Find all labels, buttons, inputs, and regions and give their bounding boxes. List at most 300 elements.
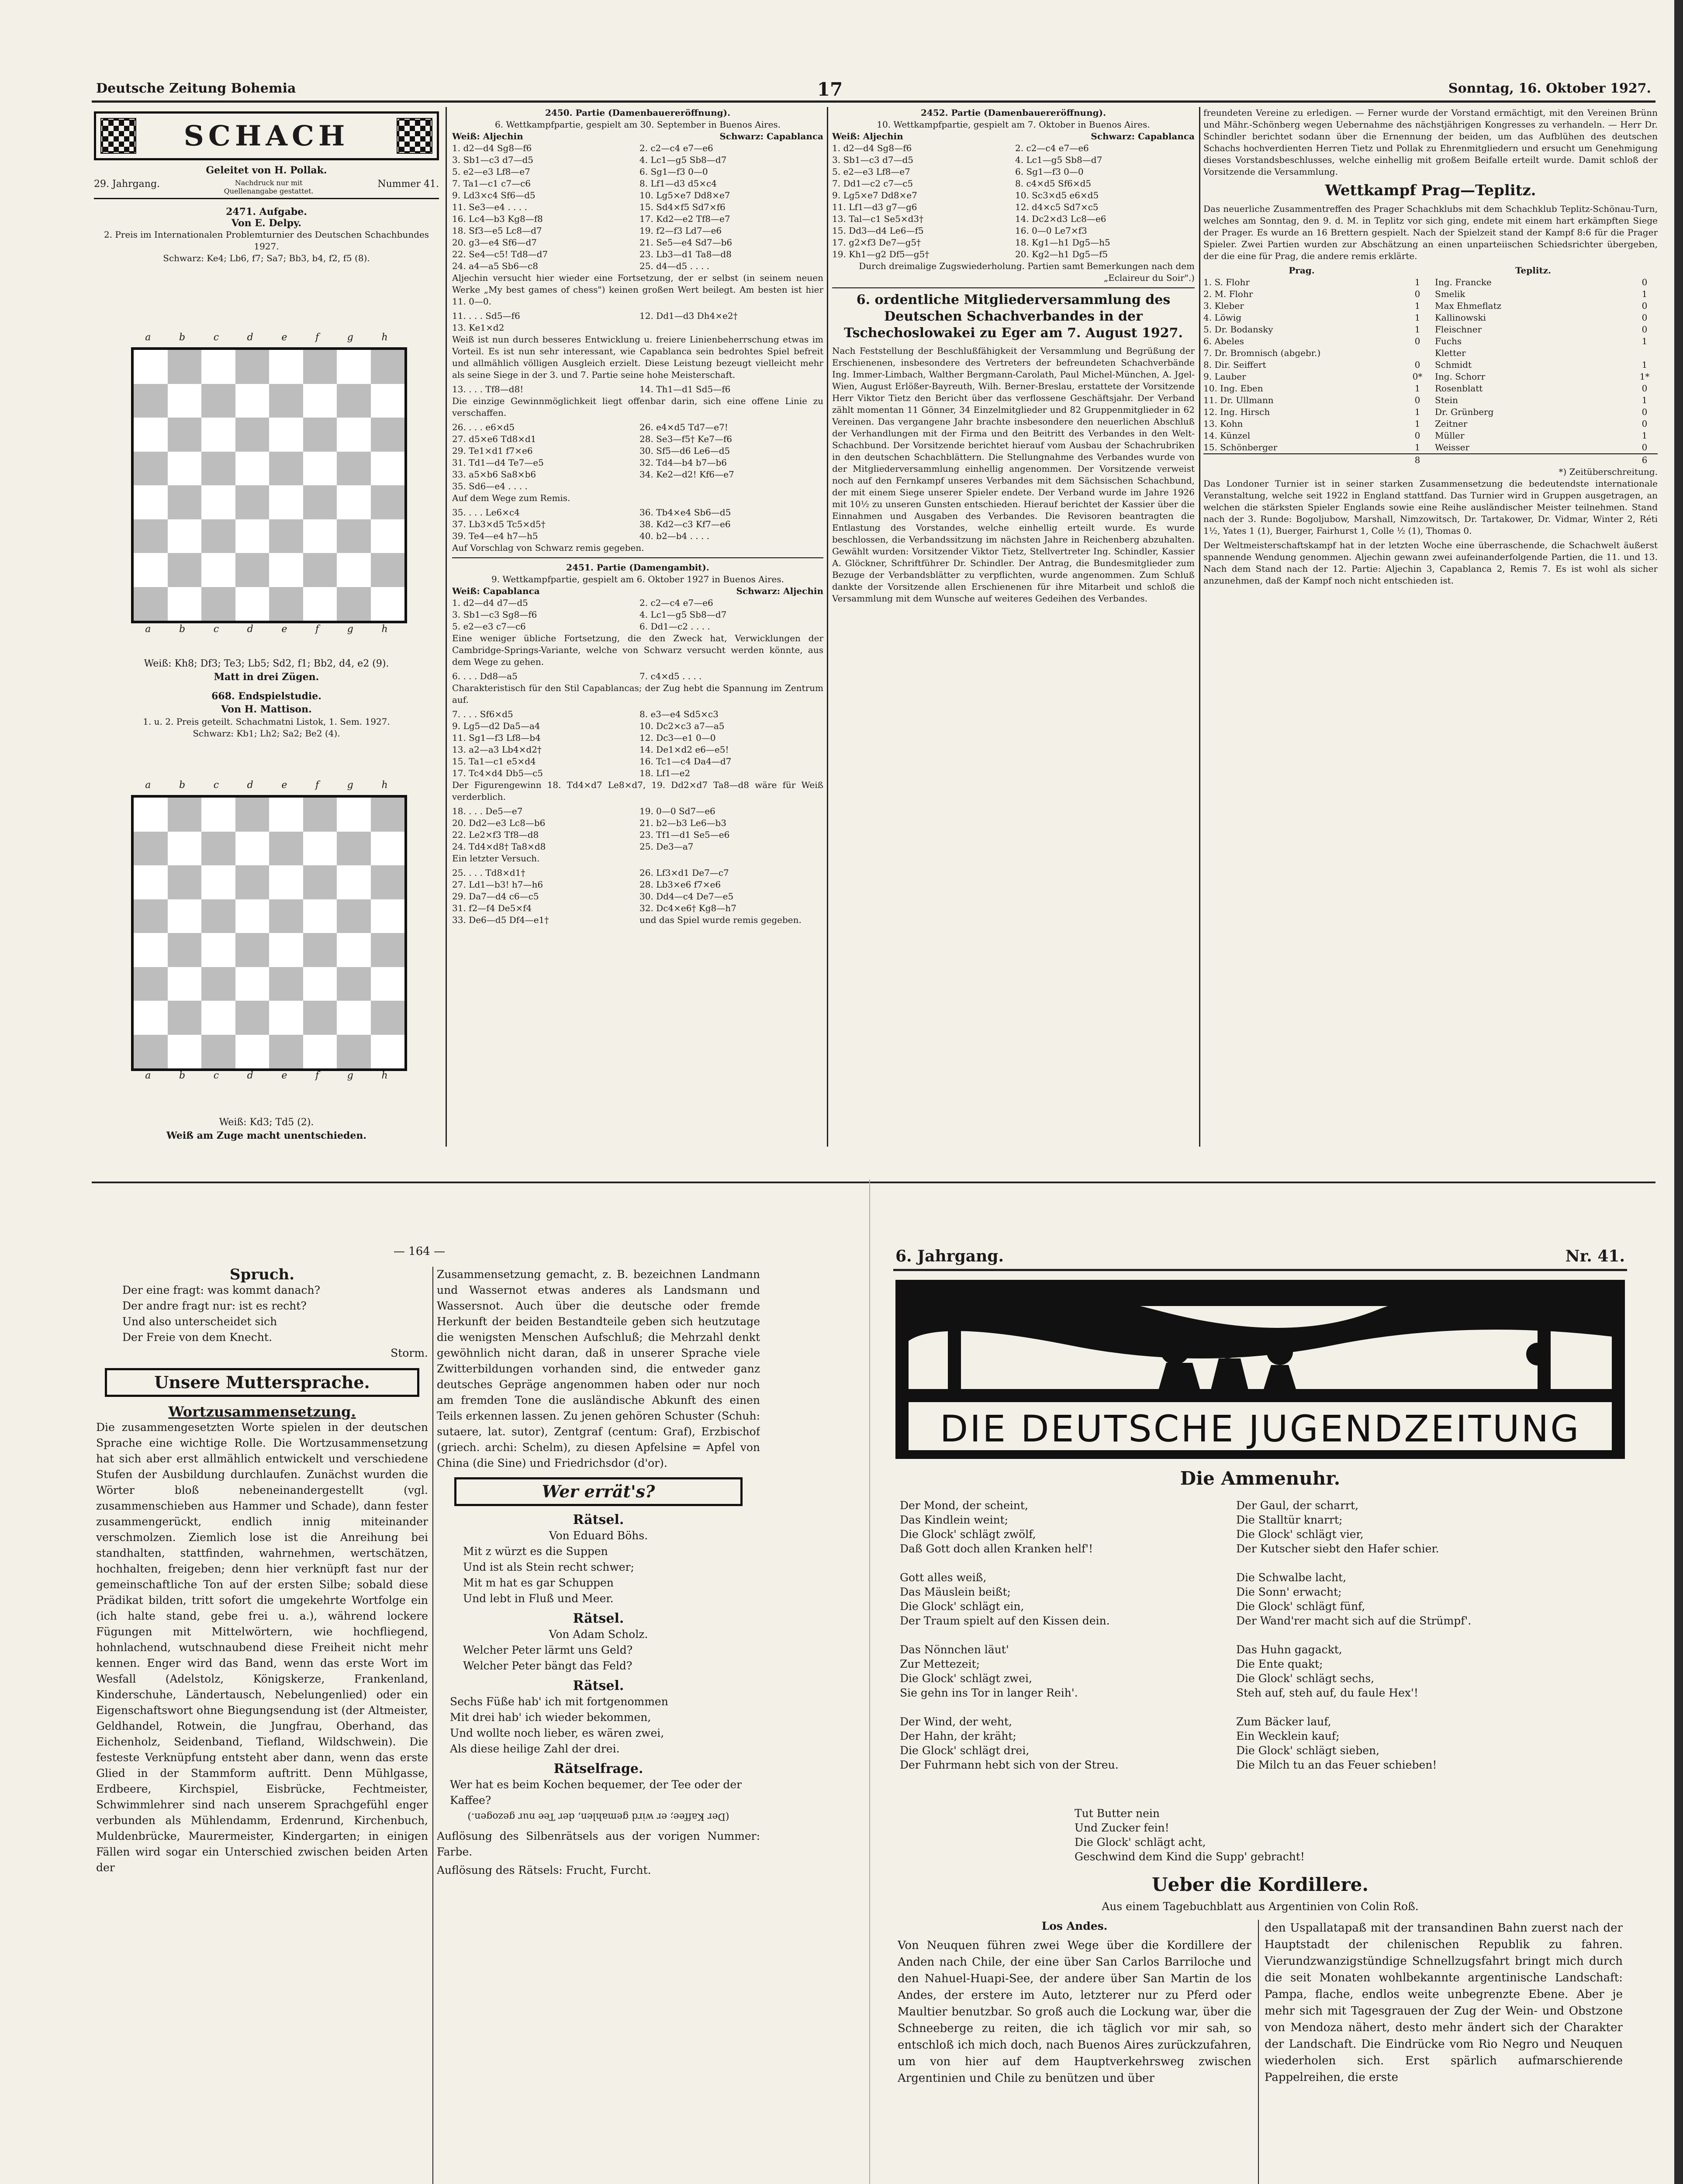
move-entry: 8. Lf1—d3 d5×c4 (639, 178, 717, 189)
schach-title: SCHACH (183, 119, 349, 152)
results-cell: 7. Dr. Bromnisch (abgebr.) (1203, 348, 1321, 358)
game2451-moves2 (452, 670, 823, 682)
move-entry: 6. Dd1—c2 . . . . (639, 621, 710, 632)
poem-line: Das Huhn gagackt, (1236, 1643, 1342, 1656)
problem2-white: Weiß: Kd3; Td5 (2). (219, 1117, 314, 1128)
poem-line: Der Hahn, der kräht; (900, 1730, 1016, 1742)
schach-nachdruck: Nachdruck nur mit Quellenangabe gestattet. (224, 179, 314, 195)
game2451-black: Schwarz: Aljechin (736, 586, 823, 596)
raetsel3-text (450, 1694, 760, 1757)
poem-line: Der Mond, der scheint, (900, 1499, 1028, 1512)
board-square (168, 350, 202, 384)
move-entry: 40. b2—b4 . . . . (639, 531, 710, 541)
poem-line (900, 1700, 1249, 1714)
results-cell: 9. Lauber (1203, 371, 1246, 382)
meeting-title: 6. ordentliche Mitgliederversammlung des Deutschen Schachverbandes in der Tschechoslowakei zu Eger am 7. August 1927. (844, 292, 1183, 341)
poem-line: Der Wind, der weht, (900, 1715, 1012, 1728)
move-entry: 33. a5×b6 Sa8×b6 (452, 469, 536, 480)
poem-line (900, 1628, 1249, 1642)
board-square (168, 553, 202, 587)
move-entry: 16. Tc1—c4 Da4—d7 (639, 756, 732, 767)
move-entry: 28. Lb3×e6 f7×e6 (639, 879, 721, 890)
game2450-note2: Weiß ist nun durch besseres Entwicklung u. freiere Linienbeherrschung etwas im Vorteil. Es ist nun sehr interessant, wie Capablanca sein bedrohtes Spiel befreit und allmählich völligen Ausgleich erzielt. Diese Leistung bezeugt vielleicht mehr als seine Siege in der 3. und 7. Partie seine hohe Meisterschaft. (452, 334, 823, 380)
spruch-title: Spruch. (229, 1267, 295, 1283)
move-entry: 11. Sg1—f3 Lf8—b4 (452, 733, 541, 743)
riddle-line: Mit m hat es gar Schuppen (463, 1576, 614, 1589)
results-cell: Kallinowski (1435, 312, 1486, 323)
board-square (168, 967, 202, 1001)
move-entry: 21. b2—b3 Le6—b3 (639, 818, 726, 828)
game2452-moves (832, 142, 1195, 260)
move-entry: 7. c4×d5 . . . . (639, 671, 702, 681)
results-cell: 0 (1642, 407, 1648, 417)
move-entry: 8. c4×d5 Sf6×d5 (1015, 178, 1092, 189)
board-square (134, 967, 168, 1001)
problem1-task: Matt in drei Zügen. (214, 671, 319, 683)
board-square (134, 933, 168, 967)
game2450-note5: Auf Vorschlag von Schwarz remis gegeben. (452, 543, 644, 553)
move-entry: 3. Sb1—c3 Sg8—f6 (452, 609, 537, 620)
results-cell: Rosenblatt (1435, 383, 1483, 394)
problem1-author: Von E. Delpy. (231, 218, 302, 229)
board-square (371, 1035, 405, 1069)
board-square (269, 1001, 303, 1035)
solution-silbenraetsel: Auflösung des Silbenrätsels aus der vorigen Nummer: Farbe. (437, 1830, 760, 1858)
kordillere-section-head: Los Andes. (1041, 1920, 1108, 1932)
board-square (303, 587, 337, 621)
move-entry: 11. Lf1—d3 g7—g6 (832, 202, 917, 212)
game2452-black: Schwarz: Capablanca (1091, 131, 1195, 142)
move-entry: 35. Sd6—e4 . . . . (452, 481, 528, 491)
results-cell: 0 (1642, 442, 1648, 453)
board-square (134, 384, 168, 418)
board-square (337, 899, 371, 933)
move-entry: 33. De6—d5 Df4—e1† (452, 915, 549, 925)
results-cell: 1. S. Flohr (1203, 277, 1250, 287)
world-championship-note: Der Weltmeisterschaftskampf hat in der letzten Woche eine überraschende, die Schachwelt äußerst spannende Wendung genommen. Aljechin gewann zwei aufeinanderfolgende Partien, die 11. und 13. Nach dem Stand nach der 12. Partie: Aljechin 3, Capablanca 2, Remis 7. Es ist wohl als sicher anzunehmen, daß der Kampf noch nicht entschieden ist. (1203, 540, 1658, 586)
schach-jahrgang: 29. Jahrgang. (94, 179, 160, 190)
board-square (303, 553, 337, 587)
poem-line: Zum Bäcker lauf, (1236, 1715, 1331, 1728)
board-square (269, 587, 303, 621)
poem-line: Der Fuhrmann hebt sich von der Streu. (900, 1759, 1119, 1771)
board-square (371, 350, 405, 384)
results-cell: 4. Löwig (1203, 312, 1242, 323)
move-entry: 14. De1×d2 e6—e5! (639, 744, 729, 755)
poem-line: Der andre fragt nur: ist es recht? (122, 1299, 307, 1312)
problem1-board (131, 347, 407, 623)
board-square (201, 865, 235, 899)
move-entry: 2. c2—c4 e7—e6 (639, 598, 713, 608)
results-cell: Dr. Grünberg (1435, 407, 1494, 417)
results-cell: 1 (1414, 407, 1420, 417)
move-entry: 25. d4—d5 . . . . (639, 261, 710, 271)
board-square (235, 798, 270, 832)
poem-line: Und also unterscheidet sich (122, 1315, 277, 1328)
move-entry: 9. Lg5×e7 Dd8×e7 (832, 190, 917, 200)
board-square (269, 384, 303, 418)
move-entry: 13. Tal—c1 Se5×d3† (832, 214, 924, 224)
results-cell: 1 (1642, 359, 1648, 370)
problem1-white: Weiß: Kh8; Df3; Te3; Lb5; Sd2, f1; Bb2, d4, e2 (9). (144, 658, 389, 669)
board-square (134, 519, 168, 553)
poem-line: Zur Mettezeit; (900, 1658, 980, 1670)
move-entry: 1. d2—d4 d7—d5 (452, 598, 528, 608)
poem-line: Der Traum spielt auf den Kissen dein. (900, 1614, 1110, 1627)
move-entry: 4. Lc1—g5 Sb8—d7 (639, 155, 727, 165)
board-square (303, 519, 337, 553)
results-cell: 0 (1642, 277, 1648, 287)
board-square (337, 933, 371, 967)
move-entry: 36. Tb4×e4 Sb6—d5 (639, 507, 731, 518)
board-square (201, 933, 235, 967)
poem-line: Gott alles weiß, (900, 1571, 987, 1584)
move-entry: 6. Sg1—f3 0—0 (639, 166, 708, 177)
board-square (303, 1035, 337, 1069)
move-entry: 31. Td1—d4 Te7—e5 (452, 457, 544, 468)
results-cell: Kletter (1435, 348, 1466, 358)
poem-line: Geschwind dem Kind die Supp' gebracht! (1075, 1850, 1305, 1863)
board-square (371, 519, 405, 553)
problem1-prize: 2. Preis im Internationalen Problemturnier des Deutschen Schachbundes 1927. (104, 229, 429, 252)
kordillere-text-left: Von Neuquen führen zwei Wege über die Kordillere der Anden nach Chile, der eine über San Carlos Barriloche und den Nahuel-Huapi-See, der andere über San Martin de los Andes, der erstere im Auto, letzterer nur zu Pferd oder Maultier benutzbar. So groß auch die Lockung war, über die Schneeberge zu reiten, die ich täglich vor mir sah, so entschloß ich mich doch, nach Buenos Aires zurückzufahren, um von hier auf dem Hauptverkehrsweg zwischen Argentinien und Chile zu benützen und über (898, 1939, 1251, 2085)
results-cell: 13. Kohn (1203, 418, 1243, 429)
board-square (371, 832, 405, 866)
poem-line: Die Glock' schlägt zwölf, (900, 1528, 1036, 1541)
poem-line: Der Freie von dem Knecht. (122, 1331, 272, 1344)
board-square (337, 1001, 371, 1035)
move-entry: 7. . . . Sf6×d5 (452, 709, 513, 719)
move-entry: 31. f2—f4 De5×f4 (452, 903, 532, 913)
page164-middle-column (437, 1267, 760, 2184)
move-entry: 16. Lc4—b3 Kg8—f8 (452, 214, 543, 224)
ammenuhr-right-stanzas (1236, 1498, 1621, 1772)
board-square (201, 832, 235, 866)
move-entry: 11. . . . Sd5—f6 (452, 311, 520, 321)
board-square (337, 452, 371, 486)
board-square (337, 350, 371, 384)
chess-board-icon-right (397, 118, 432, 154)
riddle-line: Und ist als Stein recht schwer; (463, 1561, 634, 1573)
results-cell: 1 (1642, 430, 1648, 441)
game2452-subtitle: 10. Wettkampfpartie, gespielt am 7. Oktober in Buenos Aires. (877, 119, 1150, 130)
board-square (337, 1035, 371, 1069)
column-rule (1258, 1920, 1259, 2184)
game2450-title: 2450. Partie (Damenbauereröffnung). (545, 107, 731, 118)
move-entry: 13. . . . Tf8—d8! (452, 384, 524, 394)
poem-line: Die Glock' schlägt zwei, (900, 1672, 1032, 1685)
column-rule (1199, 107, 1200, 1147)
poem-line: Die Schwalbe lacht, (1236, 1571, 1347, 1584)
board-square (201, 899, 235, 933)
move-entry: 15. Sd4×f5 Sd7×f6 (639, 202, 726, 212)
poem-line (1236, 1628, 1621, 1642)
problem2-board (131, 795, 407, 1071)
board-square (235, 1035, 270, 1069)
board-square (201, 1001, 235, 1035)
raetselfrage-text (450, 1777, 760, 1808)
move-entry: 38. Kd2—c3 Kf7—e6 (639, 519, 731, 529)
move-entry: 14. Th1—d1 Sd5—f6 (639, 384, 731, 394)
move-entry: 19. 0—0 Sd7—e6 (639, 806, 715, 816)
problem2-black: Schwarz: Kb1; Lh2; Sa2; Be2 (4). (193, 728, 340, 739)
total-teplitz: 6 (1642, 455, 1648, 465)
board-square (337, 384, 371, 418)
results-cell (1631, 347, 1658, 359)
wortzusammensetzung-body: Die zusammengesetzten Worte spielen in der deutschen Sprache eine wichtige Rolle. Die Wortzusammensetzung hat sich aber erst allmählich entwickelt und verschiedene Stufen der Ausbildung durchlaufen. Zunächst wurden die Wörter bloß nebeneinandergestellt (vgl. zusammenschieben aus Hammer und Schade), dann fester zusammengerückt, endlich innig miteinander verschmolzen. Ziemlich lose ist die Anreihung bei standhalten, stattfinden, wahrnehmen, wertschätzen, hochhalten, freigeben; denn hier verknüpft fast nur der gemeinschaftliche Ton auf der ersten Silbe; sobald diese Prädikat bilden, tritt sofort die umgekehrte Wortfolge ein (ich halte stand, gebe frei u. a.), während lockere Fügungen mit Mittelwörtern, wie hochfliegend, hohnlachend, wutschnaubend diese Freiheit nicht mehr kennen. Enger wird das Band, wenn das erste Wort im Wesfall (Adelstolz, Königskerze, Frankenland, Kinderschuhe, Ländertausch, Nebelungenlied) oder ein Eigenschaftswort ohne Biegungsendung ist (der Altmeister, Geldhandel, Rotwein, die Jungfrau, Oberhand, das Eichenholz, Seidenband, Tiefland, Wildschwein). Die festeste Verknüpfung entsteht aber dann, wenn das erste Glied in der Stammform auftritt. Denn Mühlgasse, Erdbeere, Kirchspiel, Eisbrücke, Fechtmeister, Schwimmlehrer sind nach unserem Sprachgefühl enger verbunden als Mühlendamm, Erdenrund, Kirchenbuch, Muldenbrücke, Maurermeister, Kindergarten; in einigen Fällen wird sogar ein Unterschied zwischen beiden Arten der (96, 1421, 428, 1874)
move-entry: 21. Se5—e4 Sd7—b6 (639, 237, 733, 248)
game2451-note4: Ein letzter Versuch. (452, 853, 540, 864)
page-number: 17 (817, 79, 843, 100)
poem-line: Der Kutscher siebt den Hafer schier. (1236, 1542, 1439, 1555)
board-square (168, 452, 202, 486)
move-entry: 5. e2—e3 Lf8—e7 (452, 166, 530, 177)
board-square (269, 452, 303, 486)
schach-masthead (94, 111, 439, 160)
raetsel-box-title: Wer errät's? (454, 1477, 743, 1506)
board-square (371, 798, 405, 832)
board-square (269, 553, 303, 587)
problem2-captions (94, 1116, 439, 1142)
poem-line: Die Glock' schlägt acht, (1075, 1836, 1206, 1849)
move-entry: 4. Lc1—g5 Sb8—d7 (1015, 155, 1102, 165)
board-square (134, 485, 168, 519)
move-entry: 30. Sf5—d6 Le6—d5 (639, 446, 730, 456)
meeting-body: Nach Feststellung der Beschlußfähigkeit der Versammlung und Begrüßung der Erschienenen, insbesondere des Vertreters der befreundeten Schachverbände Ing. Immer-Limbach, Walther Bergmann-Carolath, Paul Michel-München, A. Jgel-Wien, August Erlößer-Bayreuth, Wilh. Berner-Breslau, erstattete der Vorsitzende Herr Viktor Tietz den Bericht über das verflossene Geschäftsjahr. Der Verband zählt momentan 11 Gönner, 34 Einzelmitglieder und 82 Gruppenmitglieder in 62 Vereinen. Das vergangene Jahr brachte insbesondere den neuerlichen Abschluß der Verhandlungen mit der Firma und den Beitritt des Verbandes in den Welt-Schachbund. Der Vorsitzende berichtet hierauf vom Ausbau der Schachrubriken in den deutschen Schachblättern. Die Stellungnahme des Verbandes wurde von der Mitgliederversammlung einhellig angenommen. Der Vorsitzende verweist noch auf den Fernkampf unseres Verbandes mit dem Sächsischen Schachbund, der mit einem Siege unserer Spieler endete. Der Verband wurde im Jahre 1926 mit 10½ zu unseren Gunsten entschieden. Hierauf berichtet der Kassier über die Einnahmen und Ausgaben des Verbandes. Die Revisoren beantragten die Entlastung des Vorstandes, welche einhellig erteilt wurde. Es wurde beschlossen, die Verbandssitzung im nächsten Jahre in Reichenberg abzuhalten. Gewählt wurden: Vorsitzender Viktor Tietz, Stellvertreter Ing. Schindler, Kassier A. Glöckner, Schriftführer Dr. Schindler. Der Antrag, die Bundesmitglieder zum Bezuge der Verbandsblätter zu verpflichten, wurde angenommen. Zum Schluß dankte der Vorsitzende allen Erschienenen für ihre Mitarbeit und schloß die Versammlung mit dem Wunsche auf weiteres Gedeihen des Verbandes. (832, 346, 1195, 604)
board-square (303, 967, 337, 1001)
schach-nummer: Nummer 41. (377, 179, 439, 190)
board-square (134, 553, 168, 587)
results-cell: 3. Kleber (1203, 301, 1244, 311)
poem-line: Die Sonn' erwacht; (1236, 1586, 1342, 1598)
meeting-column (832, 107, 1195, 1147)
solution-raetsel: Auflösung des Rätsels: Frucht, Furcht. (437, 1864, 651, 1876)
poem-line: Ein Wecklein kauf; (1236, 1730, 1340, 1742)
wettkampf-column (1203, 107, 1658, 1147)
results-cell: 0 (1414, 359, 1420, 370)
poem-line: Das Nönnchen läut' (900, 1643, 1009, 1656)
wettkampf-body: Das neuerliche Zusammentreffen des Prager Schachklubs mit dem Schachklub Teplitz-Schönau-Turn, welches am Sonntag, den 9. d. M. in Teplitz vor sich ging, endete mit einem hart erkämpften Siege der Prager. Es wurde an 16 Brettern gespielt. Nach der Spielzeit stand der Kampf 8:6 für die Prager Spieler. Zwei Partien wurden zur Abschätzung an einen unparteiischen Schiedsrichter übergeben, der die eine für Prag, die andere remis erklärte. (1203, 204, 1658, 261)
move-entry: 32. Dc4×e6† Kg8—h7 (639, 903, 736, 913)
poem-line: Tut Butter nein (1075, 1807, 1160, 1820)
board-square (168, 1035, 202, 1069)
board-square (235, 418, 270, 452)
move-entry: 20. g3—e4 Sf6—d7 (452, 237, 537, 248)
issue-date: Sonntag, 16. Oktober 1927. (1448, 81, 1651, 96)
board-square (134, 899, 168, 933)
board-square (371, 899, 405, 933)
riddle-line: Welcher Peter bängt das Feld? (463, 1659, 632, 1672)
move-entry: 17. Kd2—e2 Tf8—e7 (639, 214, 730, 224)
board-square (303, 899, 337, 933)
move-entry: 20. Kg2—h1 Dg5—f5 (1015, 249, 1108, 259)
results-cell: Schmidt (1435, 359, 1472, 370)
column-rule (827, 107, 828, 1147)
move-entry: 8. e3—e4 Sd5×c3 (639, 709, 719, 719)
board-square (201, 587, 235, 621)
move-entry: 5. e2—e3 c7—c6 (452, 621, 526, 632)
board-square (371, 1001, 405, 1035)
move-entry: 13. Ke1×d2 (452, 322, 505, 333)
results-cell: 0 (1414, 289, 1420, 299)
move-entry: 22. Le2×f3 Tf8—d8 (452, 829, 539, 840)
results-cell: Ing. Francke (1435, 277, 1492, 287)
move-entry: 19. f2—f3 Ld7—e6 (639, 225, 722, 236)
board-square (269, 933, 303, 967)
wortzusammensetzung-title: Wortzusammensetzung. (168, 1403, 356, 1420)
results-cell: 1 (1642, 289, 1648, 299)
game2451-moves4 (452, 805, 823, 853)
page-edge (1674, 0, 1683, 2184)
move-entry: 9. Lg5—d2 Da5—a4 (452, 721, 540, 731)
problem2-author: Von H. Mattison. (221, 704, 312, 715)
results-cell: Ing. Schorr (1435, 371, 1486, 382)
board-square (337, 967, 371, 1001)
move-entry: 26. e4×d5 Td7—e7! (639, 422, 728, 432)
results-cell: Fuchs (1435, 336, 1462, 346)
raetsel3-title: Rätsel. (573, 1678, 624, 1693)
move-entry: 37. Lb3×d5 Tc5×d5† (452, 519, 546, 529)
game2450-moves3 (452, 384, 823, 395)
board-square (371, 485, 405, 519)
board-square (235, 967, 270, 1001)
move-entry: 26. . . . e6×d5 (452, 422, 515, 432)
banner-silhouette-illustration (895, 1280, 1625, 1459)
move-entry: 35. . . . Le6×c4 (452, 507, 520, 518)
results-cell: 0 (1414, 395, 1420, 405)
board-square (168, 865, 202, 899)
board-square (168, 485, 202, 519)
game2451-subtitle: 9. Wettkampfpartie, gespielt am 6. Oktober 1927 in Buenos Aires. (491, 574, 784, 584)
results-cell: Stein (1435, 395, 1458, 405)
raetsel2-text (463, 1642, 760, 1674)
board-square (201, 384, 235, 418)
results-cell: 1 (1414, 301, 1420, 311)
board-square (337, 553, 371, 587)
board-square (269, 485, 303, 519)
board-square (134, 1035, 168, 1069)
results-cell: 1* (1639, 371, 1650, 382)
move-entry: 3. Sb1—c3 d7—d5 (452, 155, 534, 165)
move-entry: 19. Kh1—g2 Df5—g5† (832, 249, 930, 259)
move-entry: 6. Sg1—f3 0—0 (1015, 166, 1084, 177)
move-entry: 14. Dc2×d3 Lc8—e6 (1015, 214, 1106, 224)
kordillere-left-column (898, 1937, 1251, 2184)
game2450-note4: Auf dem Wege zum Remis. (452, 493, 570, 503)
results-cell (1400, 347, 1435, 359)
board-square (269, 798, 303, 832)
board-square (235, 553, 270, 587)
results-cell: Zeitner (1435, 418, 1468, 429)
game2450-moves5 (452, 507, 823, 542)
board-square (371, 418, 405, 452)
move-entry: 24. Td4×d8† Ta8×d8 (452, 841, 546, 852)
move-entry: 29. Da7—d4 c6—c5 (452, 891, 539, 902)
board-square (201, 350, 235, 384)
move-entry: 2. c2—c4 e7—e6 (1015, 143, 1089, 153)
game2451-note1: Eine weniger übliche Fortsetzung, die den Zweck hat, Verwicklungen der Cambridge-Springs-Variante, welche von Schwarz versucht werden könnte, aus dem Wege zu gehen. (452, 633, 823, 667)
move-entry: 1. d2—d4 Sg8—f6 (832, 143, 912, 153)
move-entry: 24. a4—a5 Sb6—c8 (452, 261, 538, 271)
results-cell: Müller (1435, 430, 1465, 441)
raetsel2-author: Von Adam Scholz. (549, 1628, 648, 1641)
results-cell: 0 (1642, 301, 1648, 311)
game2452-note: Durch dreimalige Zugswiederholung. Partien samt Bemerkungen nach dem „Eclaireur du Soir".) (859, 261, 1195, 283)
board-square (134, 350, 168, 384)
results-cell: Weisser (1435, 442, 1470, 453)
results-cell: 1 (1414, 277, 1420, 287)
move-entry: 10. Dc2×c3 a7—a5 (639, 721, 725, 731)
board-square (303, 418, 337, 452)
move-entry: 15. Ta1—c1 e5×d4 (452, 756, 536, 767)
board-square (269, 1035, 303, 1069)
board-square (235, 452, 270, 486)
spruch-poem (122, 1282, 428, 1345)
move-entry: 1. d2—d4 Sg8—f6 (452, 143, 532, 153)
page-divider (92, 1182, 1655, 1183)
london-tournament: Das Londoner Turnier ist in seiner starken Zusammensetzung die bedeutendste internationale Veranstaltung, welche seit 1922 in England stattfand. Das Turnier wird in Gruppen ausgetragen, an welchen die stärksten Spieler Englands sowie eine Reihe ausländischer Meister teilnehmen. Stand nach der 3. Runde: Bogoljubow, Marshall, Nimzowitsch, Dr. Tartakower, Dr. Vidmar, Winter 2, Réti 1½, Yates 1 (1), Buerger, Fairhurst 1, Colle ½ (1), Thomas 0. (1203, 478, 1658, 536)
board-square (134, 1001, 168, 1035)
move-entry: 28. Se3—f5† Ke7—f6 (639, 434, 733, 444)
game2451-moves5 (452, 867, 823, 926)
problem2-title: 668. Endspielstudie. (211, 691, 321, 702)
results-cell: 2. M. Flohr (1203, 289, 1253, 299)
results-cell: 14. Künzel (1203, 430, 1251, 441)
poem-line: Der eine fragt: was kommt danach? (122, 1284, 321, 1296)
move-entry: 10. Sc3×d5 e6×d5 (1015, 190, 1099, 200)
riddle-line: Sechs Füße hab' ich mit fortgenommen (450, 1695, 668, 1708)
board-square (201, 418, 235, 452)
move-entry: 9. Ld3×c4 Sf6—d5 (452, 190, 536, 200)
move-entry: 23. Tf1—d1 Se5—e6 (639, 829, 730, 840)
board-square (303, 832, 337, 866)
wettkampf-title: Wettkampf Prag—Teplitz. (1325, 182, 1536, 199)
move-entry: 34. Ke2—d2! Kf6—e7 (639, 469, 734, 480)
board-square (201, 798, 235, 832)
banner-title: DIE DEUTSCHE JUGENDZEITUNG (940, 1407, 1581, 1450)
board-square (235, 587, 270, 621)
game2452-title: 2452. Partie (Damenbauereröffnung). (920, 107, 1106, 118)
board-square (303, 350, 337, 384)
raetsel1-title: Rätsel. (573, 1512, 624, 1527)
results-cell: 0 (1642, 324, 1648, 335)
board-square (337, 519, 371, 553)
board-square (235, 899, 270, 933)
kordillere-title: Ueber die Kordillere. (1151, 1874, 1369, 1895)
board-square (168, 832, 202, 866)
move-entry: 7. Ta1—c1 c7—c6 (452, 178, 531, 189)
poem-line: Und Zucker fein! (1075, 1821, 1169, 1834)
games-column (452, 107, 823, 1147)
results-cell: 1 (1414, 324, 1420, 335)
ammenuhr-left-stanzas (900, 1498, 1249, 1772)
board-square (371, 967, 405, 1001)
results-cell: 12. Ing. Hirsch (1203, 407, 1270, 417)
poem-line: Der Gaul, der scharrt, (1236, 1499, 1359, 1512)
board-square (168, 519, 202, 553)
results-cell: 1 (1414, 418, 1420, 429)
board-square (269, 899, 303, 933)
board-square (303, 1001, 337, 1035)
raetsel1-author: Von Eduard Böhs. (549, 1529, 648, 1542)
board-square (235, 485, 270, 519)
poem-line: Sie gehn ins Tor in langer Reih'. (900, 1686, 1078, 1699)
board-square (235, 1001, 270, 1035)
wortzusammensetzung-continued: Zusammensetzung gemacht, z. B. bezeichnen Landmann und Wassernot etwas anderes als Landsmann und Wassersnot. Auch über die deutsche oder fremde Herkunft der beiden Bestandteile geben sich heutzutage die wenigsten Menschen Aufschluß; die Mehrzahl denkt gewöhnlich nicht daran, daß in unserer Sprache viele Zwitterbildungen vorhanden sind, die entweder ganz deutsches Gepräge angenommen haben oder nur noch am fremden Tone die ausländische Abkunft des einen Teils erkennen lassen. Zu jenen gehören Schuster (Schuh: sutaere, lat. sutor), Zentgraf (centum: Graf), Erzbischof (griech. archi: Schelm), zu diesen Apfelsine = Apfel von China (die Sine) und Friedrichsdor (d'or). (437, 1268, 760, 1469)
board-square (134, 832, 168, 866)
move-entry: 32. Td4—b4 b7—b6 (639, 457, 727, 468)
board-square (337, 865, 371, 899)
